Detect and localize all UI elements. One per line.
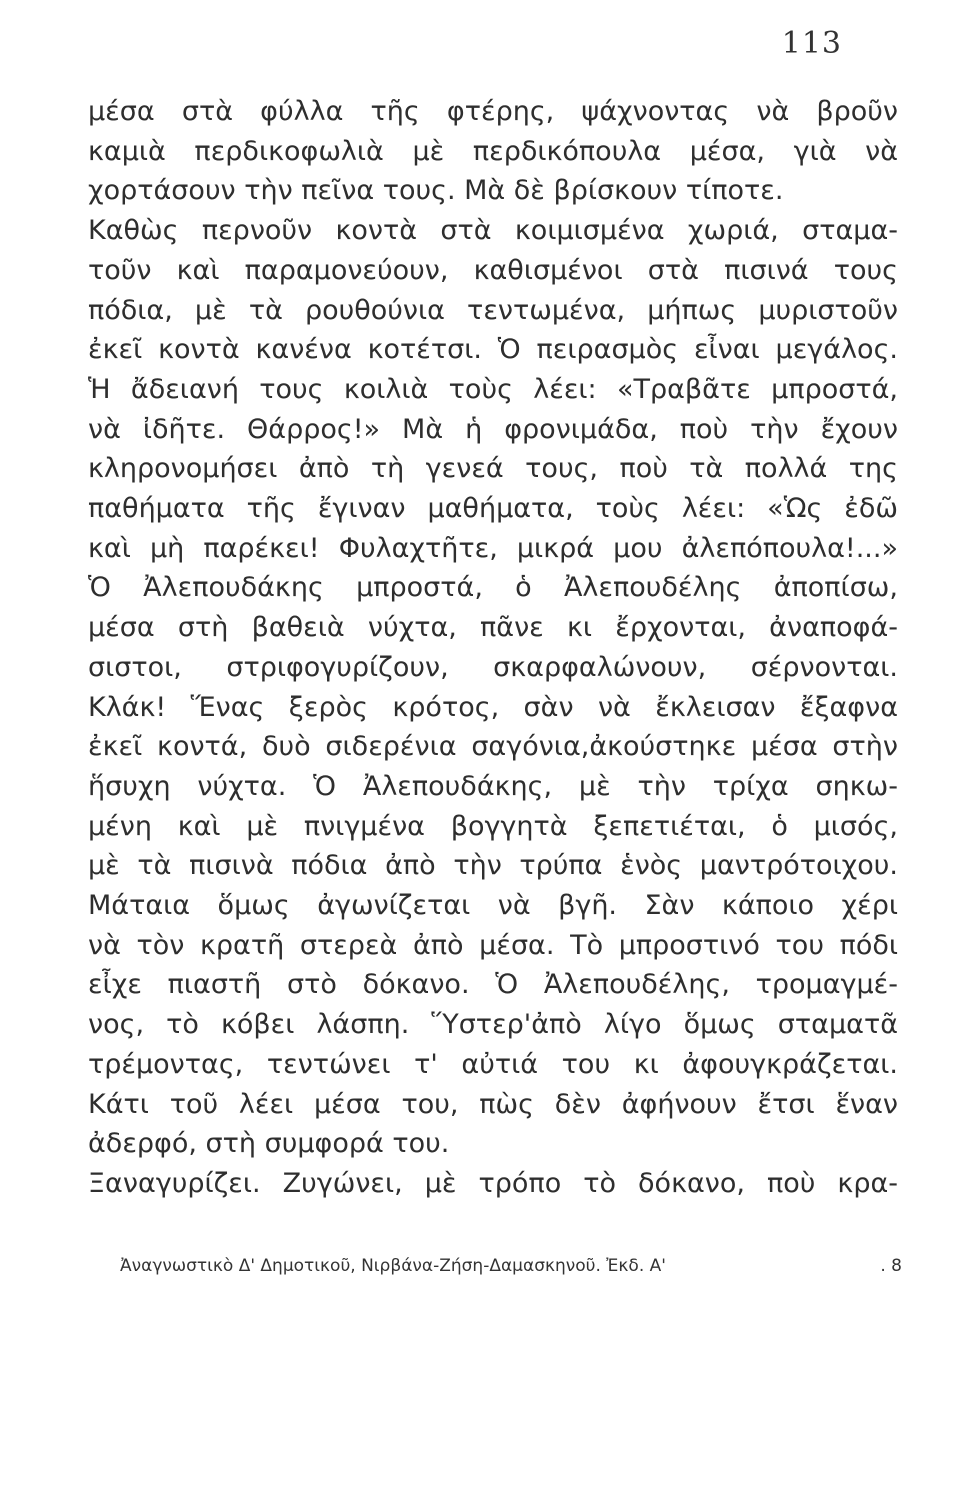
- text-line: Κάτι τοῦ λέει μέσα του, πὼς δὲν ἀφήνουν ἔτσι ἕναν: [88, 1088, 898, 1120]
- text-line: σιστοι, στριφογυρίζουν, σκαρφαλώνουν, σέρνονται.: [88, 651, 898, 683]
- text-line: νος, τὸ κόβει λάσπη. Ὕστερ'ἀπὸ λίγο ὅμως σταματᾶ: [88, 1009, 898, 1041]
- text-line: Ἡ ἄδειανή τους κοιλιὰ τοὺς λέει: «Τραβᾶτε μπροστά,: [88, 373, 898, 405]
- footer-signature-line: [120, 1256, 902, 1276]
- text-line: καμιὰ περδικοφωλιὰ μὲ περδικόπουλα μέσα, γιὰ νὰ: [88, 135, 898, 167]
- text-line: ἐκεῖ κοντὰ κανένα κοτέτσι. Ὁ πειρασμὸς εἶναι μεγάλος.: [88, 334, 898, 366]
- body-text: [88, 92, 898, 1204]
- text-line: νὰ τὸν κρατῆ στερεὰ ἀπὸ μέσα. Τὸ μπροστινό του πόδι: [88, 929, 898, 961]
- text-line: τρέμοντας, τεντώνει τ' αὐτιά του κι ἀφουγκράζεται.: [88, 1048, 898, 1080]
- text-line: Ὁ Ἀλεπουδάκης μπροστά, ὁ Ἀλεπουδέλης ἀποπίσω,: [88, 572, 898, 604]
- text-line: Κλάκ! Ἕνας ξερὸς κρότος, σὰν νὰ ἔκλεισαν ἔξαφνα: [88, 691, 898, 723]
- printer-signature: . 8: [880, 1256, 902, 1276]
- text-line: Καθὼς περνοῦν κοντὰ στὰ κοιμισμένα χωριά, σταμα-: [88, 215, 898, 247]
- text-line: ἐκεῖ κοντά, δυὸ σιδερένια σαγόνια,ἀκούστηκε μέσα στὴν: [88, 731, 898, 763]
- text-line: καὶ μὴ παρέκει! Φυλαχτῆτε, μικρά μου ἀλεπόπουλα!...»: [88, 532, 898, 564]
- text-line: τοῦν καὶ παραμονεύουν, καθισμένοι στὰ πισινά τους: [88, 254, 898, 286]
- text-line: Ξαναγυρίζει. Ζυγώνει, μὲ τρόπο τὸ δόκανο, ποὺ κρα-: [88, 1167, 898, 1199]
- text-line: μένη καὶ μὲ πνιγμένα βογγητὰ ξεπετιέται, ὁ μισός,: [88, 810, 898, 842]
- page-number: 113: [781, 26, 842, 61]
- text-line: ἥσυχη νύχτα. Ὁ Ἀλεπουδάκης, μὲ τὴν τρίχα σηκω-: [88, 770, 898, 802]
- text-line: ἀδερφό, στὴ συμφορά του.: [88, 1128, 450, 1160]
- text-line: κληρονομήσει ἀπὸ τὴ γενεά τους, ποὺ τὰ πολλά της: [88, 453, 898, 485]
- text-line: μὲ τὰ πισινὰ πόδια ἀπὸ τὴν τρύπα ἑνὸς μαντρότοιχου.: [88, 850, 898, 882]
- footer-book-credit: Ἀναγνωστικὸ Δ' Δημοτικοῦ, Νιρβάνα-Ζήση-Δαμασκηνοῦ. Ἐκδ. Α': [120, 1256, 666, 1276]
- text-line: πόδια, μὲ τὰ ρουθούνια τεντωμένα, μήπως μυριστοῦν: [88, 294, 898, 326]
- text-line: χορτάσουν τὴν πεῖνα τους. Μὰ δὲ βρίσκουν τίποτε.: [88, 175, 784, 207]
- text-line: μέσα στὴ βαθειὰ νύχτα, πᾶνε κι ἔρχονται, ἀναποφά-: [88, 612, 898, 644]
- text-line: Μάταια ὅμως ἀγωνίζεται νὰ βγῆ. Σὰν κάποιο χέρι: [88, 890, 898, 922]
- text-line: εἶχε πιαστῆ στὸ δόκανο. Ὁ Ἀλεπουδέλης, τρομαγμέ-: [88, 969, 898, 1001]
- text-line: μέσα στὰ φύλλα τῆς φτέρης, ψάχνοντας νὰ βροῦν: [88, 96, 898, 127]
- text-line: νὰ ἰδῆτε. Θάρρος!» Μὰ ἡ φρονιμάδα, ποὺ τὴν ἔχουν: [88, 413, 898, 445]
- text-line: παθήματα τῆς ἔγιναν μαθήματα, τοὺς λέει: «Ὡς ἐδῶ: [88, 493, 898, 525]
